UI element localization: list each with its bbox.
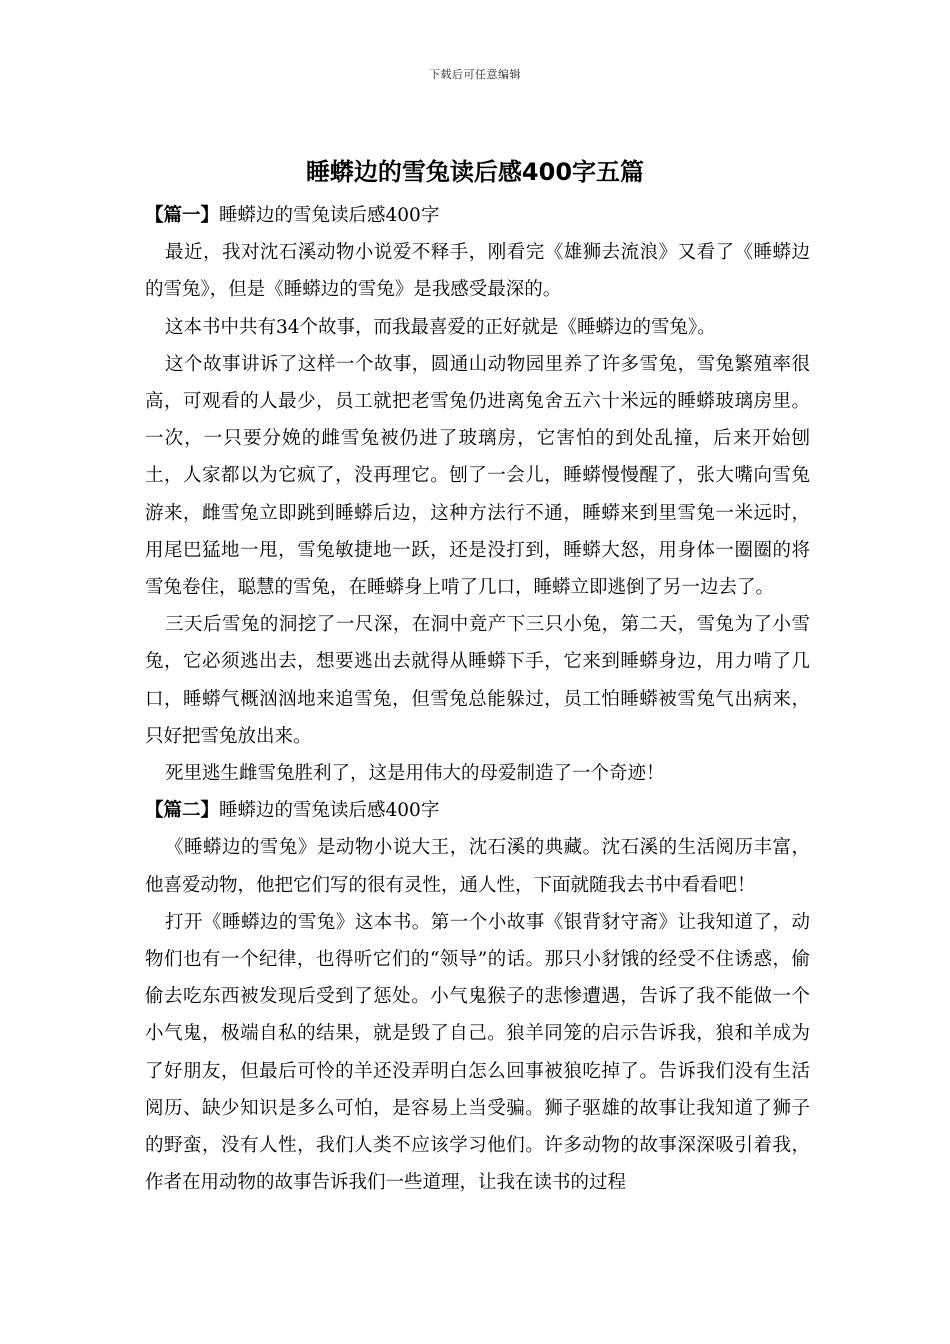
section-label: 【篇二】 [145,800,220,822]
paragraph: 三天后雪兔的洞挖了一尺深，在洞中竟产下三只小兔，第二天，雪兔为了小雪兔，它必须逃出去，想要逃出去就得从睡蟒下手，它来到睡蟒身边，用力啃了几口，睡蟒气概汹汹地来追雪兔，但雪兔总能躲过，员工怕睡蟒被雪兔气出病来，只好把雪兔放出来。 [145,614,810,747]
paragraph: 《睡蟒边的雪兔》是动物小说大王，沈石溪的典藏。沈石溪的生活阅历丰富，他喜爱动物，他把它们写的很有灵性，通人性，下面就随我去书中看看吧！ [145,837,810,896]
section-heading-text: 睡蟒边的雪兔读后感400字 [219,800,440,822]
paragraph: 死里逃生雌雪兔胜利了，这是用伟大的母爱制造了一个奇迹！ [165,763,665,785]
document-title: 睡蟒边的雪兔读后感400字五篇 [305,158,645,186]
section-heading [145,792,810,829]
paragraph: 打开《睡蟒边的雪兔》这本书。第一个小故事《银背豺守斋》让我知道了，动物们也有一个纪律，也得听它们的“领导”的话。那只小豺饿的经受不住诱惑，偷偷去吃东西被发现后受到了惩处。小气鬼猴子的悲惨遭遇，告诉了我不能做一个小气鬼，极端自私的结果，就是毁了自己。狼羊同笼的启示告诉我，狼和羊成为了好朋友，但最后可怜的羊还没弄明白怎么回事被狼吃掉了。告诉我们没有生活阅历、缺少知识是多么可怕，是容易上当受骗。狮子驱雄的故事让我知道了狮子的野蛮，没有人性，我们人类不应该学习他们。许多动物的故事深深吸引着我，作者在用动物的故事告诉我们一些道理，让我在读书的过程 [145,911,810,1194]
paragraph: 最近，我对沈石溪动物小说爱不释手，刚看完《雄狮去流浪》又看了《睡蟒边的雪兔》，但是《睡蟒边的雪兔》是我感受最深的。 [145,242,810,301]
section-label: 【篇一】 [145,205,220,226]
paragraph: 这本书中共有34个故事，而我最喜爱的正好就是《睡蟒边的雪兔》。 [165,316,716,338]
paragraph: 这个故事讲诉了这样一个故事，圆通山动物园里养了许多雪兔，雪兔繁殖率很高，可观看的人最少，员工就把老雪兔仍进离兔舍五六十米远的睡蟒玻璃房里。一次，一只要分娩的雌雪兔被仍进了玻璃房，它害怕的到处乱撞，后来开始刨土，人家都以为它疯了，没再理它。刨了一会儿，睡蟒慢慢醒了，张大嘴向雪兔游来，雌雪兔立即跳到睡蟒后边，这种方法行不通，睡蟒来到里雪兔一米远时，用尾巴猛地一甩，雪兔敏捷地一跃，还是没打到，睡蟒大怒，用身体一圈圈的将雪兔卷住，聪慧的雪兔，在睡蟒身上啃了几口，睡蟒立即逃倒了另一边去了。 [145,353,810,599]
section-heading-text: 睡蟒边的雪兔读后感400字 [219,205,440,226]
section-heading [145,197,810,234]
page-header: 下载后可任意编辑 [429,68,521,81]
document-body [145,197,810,1201]
